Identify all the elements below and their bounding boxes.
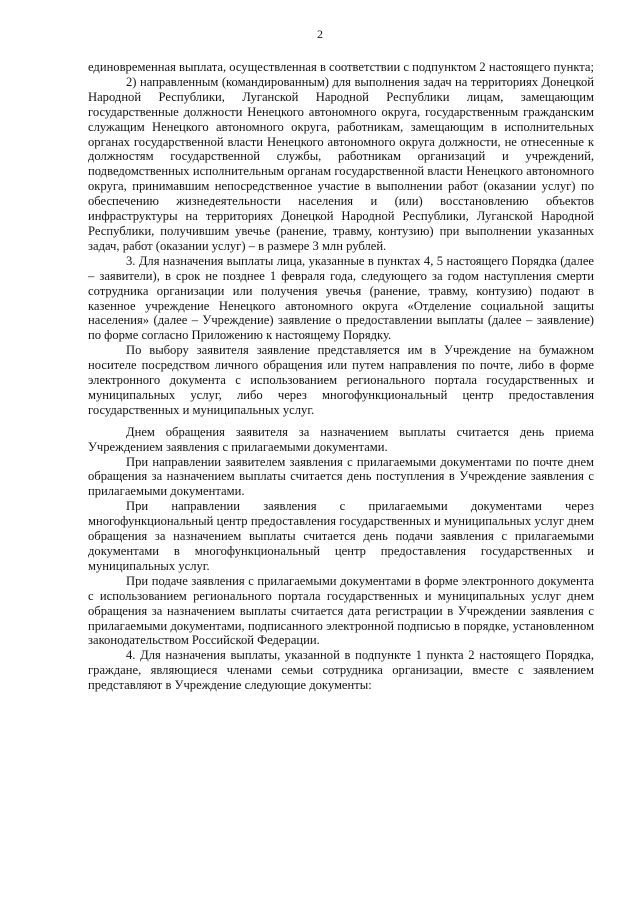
- paragraph-item-3: 3. Для назначения выплаты лица, указанные в пунктах 4, 5 настоящего Порядка (далее – заявители), в срок не позднее 1 февраля года, следующего за годом наступления смерти сотрудника организации или получения увечья (ранение, травму, контузию) подают в казенное учреждение Ненецкого автономного округа «Отделение социальной защиты населения» (далее – Учреждение) заявление о предоставлении выплаты (далее – заявление) по форме согласно Приложению к настоящему Порядку.: [88, 253, 594, 343]
- paragraph-mfc-submission: При направлении заявления с прилагаемыми документами через многофункциональный центр предоставления государственных и муниципальных услуг днем обращения за назначением выплаты считается день подачи заявления с прилагаемыми документами в многофункциональный центр предоставления государственных и муниципальных услуг.: [88, 499, 594, 573]
- page-number: 2: [317, 27, 323, 41]
- document-body: [88, 60, 594, 693]
- paragraph-electronic-submission: При подаче заявления с прилагаемыми документами в форме электронного документа с использованием регионального портала государственных и муниципальных услуг днем обращения за назначением выплаты считается дата регистрации в Учреждении заявления с прилагаемыми документами, подписанного электронной подписью в порядке, установленном законодательством Российской Федерации.: [88, 573, 594, 648]
- paragraph-continuation: единовременная выплата, осуществленная в соответствии с подпунктом 2 настоящего пункта;: [88, 60, 595, 74]
- paragraph-postal-submission: При направлении заявителем заявления с прилагаемыми документами по почте днем обращения за назначением выплаты считается день поступления в Учреждение заявления с прилагаемыми документами.: [88, 454, 594, 499]
- paragraph-subitem-2: 2) направленным (командированным) для выполнения задач на территориях Донецкой Народной Республики, Луганской Народной Республики лицам, замещающим государственные должности Ненецкого автономного округа, государственным гражданским служащим Ненецкого автономного округа, работникам, замещающим в исполнительных органах государственной власти Ненецкого автономного округа должности, не отнесенные к должностям государственной службы, работникам организаций и учреждений, подведомственных исполнительным органам государственной власти Ненецкого автономного округа, принимавшим непосредственное участие в выполнении работ (оказании услуг) по обеспечению жизнедеятельности населения и (или) восстановлению объектов инфраструктуры на территориях Донецкой Народной Республики, Луганской Народной Республики, получившим увечье (ранение, травму, контузию) при выполнении указанных задач, работ (оказании услуг) – в размере 3 млн рублей.: [88, 74, 594, 253]
- paragraph-submission-methods: По выбору заявителя заявление представляется им в Учреждение на бумажном носителе посредством личного обращения или путем направления по почте, либо в форме электронного документа с использованием регионального портала государственных и муниципальных услуг, либо через многофункциональный центр предоставления государственных и муниципальных услуг.: [88, 343, 594, 417]
- paragraph-application-date: Днем обращения заявителя за назначением выплаты считается день приема Учреждением заявления с прилагаемыми документами.: [88, 424, 594, 454]
- paragraph-item-4: 4. Для назначения выплаты, указанной в подпункте 1 пункта 2 настоящего Порядка, граждане, являющиеся членами семьи сотрудника организации, вместе с заявлением представляют в Учреждение следующие документы:: [88, 648, 594, 693]
